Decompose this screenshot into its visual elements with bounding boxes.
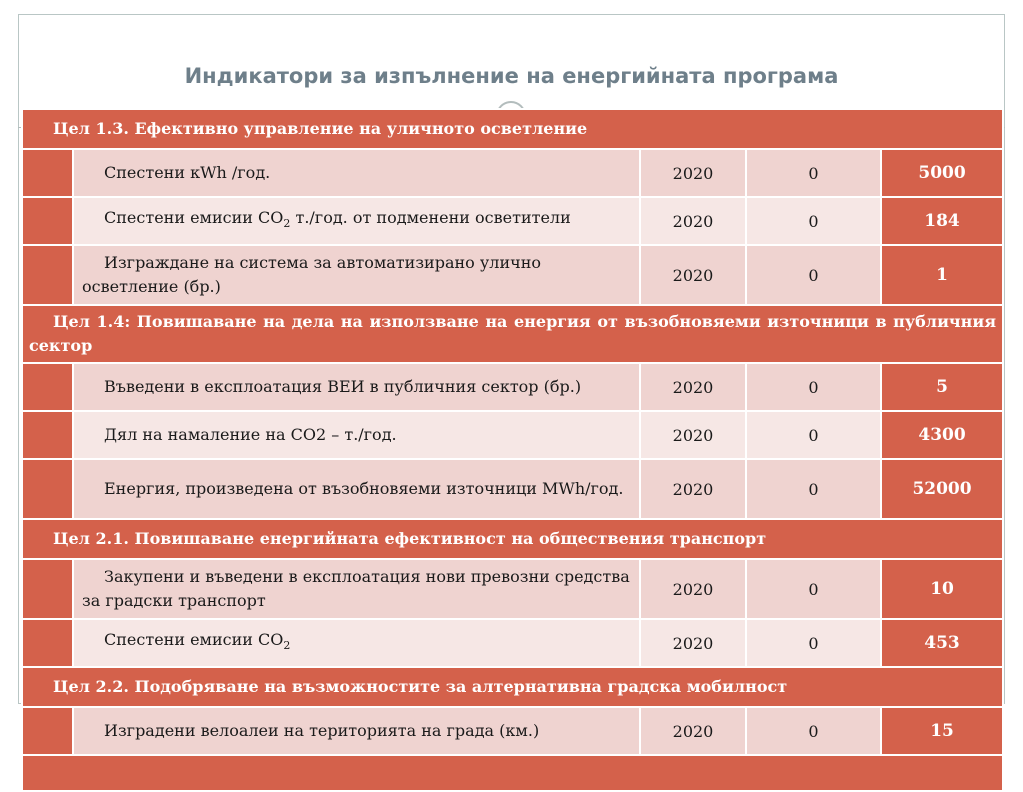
goal-label-text: Цел 2.1. Повишаване енергийната ефективност на обществения транспорт (53, 529, 767, 548)
table-row (22, 245, 1003, 305)
indicator-year: 2020 (640, 245, 746, 305)
indicator-year: 2020 (640, 459, 746, 519)
indicator-target: 4300 (881, 411, 1003, 459)
indicator-desc: Дял на намаление на СО2 – т./год. (73, 411, 640, 459)
table-row (22, 363, 1003, 411)
table-row (22, 459, 1003, 519)
indicator-target: 52000 (881, 459, 1003, 519)
indicator-base: 0 (746, 363, 881, 411)
table-row (22, 619, 1003, 667)
row-marker (22, 619, 73, 667)
row-marker (22, 707, 73, 755)
goal-row (22, 519, 1003, 559)
indicator-desc: Спестени емисии $СО_2$ т./год. от подменени осветители (73, 197, 640, 245)
indicator-desc: Изграждане на система за автоматизирано улично осветление (бр.) (73, 245, 640, 305)
row-marker (22, 363, 73, 411)
footer-band (22, 755, 1003, 791)
row-marker (22, 197, 73, 245)
goal-row (22, 305, 1003, 363)
row-marker (22, 149, 73, 197)
table-row (22, 559, 1003, 619)
table-row (22, 197, 1003, 245)
table-row (22, 411, 1003, 459)
goal-label-text: Цел 2.2. Подобряване на възможностите за алтернативна градска мобилност (53, 677, 788, 696)
indicator-desc: Въведени в експлоатация ВЕИ в публичния сектор (бр.) (73, 363, 640, 411)
indicator-desc: Спестени кWh /год. (73, 149, 640, 197)
indicator-base: 0 (746, 245, 881, 305)
indicator-desc: Изградени велоалеи на територията на града (км.) (73, 707, 640, 755)
indicator-year: 2020 (640, 559, 746, 619)
goal-label (22, 519, 1003, 559)
indicator-year: 2020 (640, 619, 746, 667)
indicator-year: 2020 (640, 411, 746, 459)
indicator-target: 10 (881, 559, 1003, 619)
table-footer (22, 755, 1003, 791)
indicator-target: 453 (881, 619, 1003, 667)
slide-title: Индикатори за изпълнение на енергийната програма (184, 64, 839, 88)
table-row (22, 707, 1003, 755)
indicator-desc: Спестени емисии $СО_2$ (73, 619, 640, 667)
row-marker (22, 411, 73, 459)
goal-row (22, 667, 1003, 707)
indicator-target: 1 (881, 245, 1003, 305)
indicator-base: 0 (746, 619, 881, 667)
indicator-desc: Енергия, произведена от възобновяеми източници MWh/год. (73, 459, 640, 519)
indicator-target: 15 (881, 707, 1003, 755)
goal-label (22, 109, 1003, 149)
row-marker (22, 459, 73, 519)
goal-label (22, 305, 1003, 363)
goal-label (22, 667, 1003, 707)
goal-row (22, 109, 1003, 149)
indicator-year: 2020 (640, 707, 746, 755)
indicator-target: 5000 (881, 149, 1003, 197)
indicator-year: 2020 (640, 197, 746, 245)
indicator-base: 0 (746, 411, 881, 459)
indicator-year: 2020 (640, 149, 746, 197)
indicator-target: 184 (881, 197, 1003, 245)
indicator-base: 0 (746, 459, 881, 519)
indicator-base: 0 (746, 149, 881, 197)
indicator-base: 0 (746, 559, 881, 619)
indicator-desc: Закупени и въведени в експлоатация нови превозни средства за градски транспорт (73, 559, 640, 619)
goal-label-text: Цел 1.4: Повишаване на дела на използване на енергия от възобновяеми източници в публичния сектор (29, 312, 997, 355)
indicators-table (21, 108, 1004, 792)
row-marker (22, 559, 73, 619)
table-row (22, 149, 1003, 197)
goal-label-text: Цел 1.3. Ефективно управление на уличното осветление (53, 119, 588, 138)
row-marker (22, 245, 73, 305)
indicator-base: 0 (746, 197, 881, 245)
indicator-base: 0 (746, 707, 881, 755)
indicator-target: 5 (881, 363, 1003, 411)
indicator-year: 2020 (640, 363, 746, 411)
